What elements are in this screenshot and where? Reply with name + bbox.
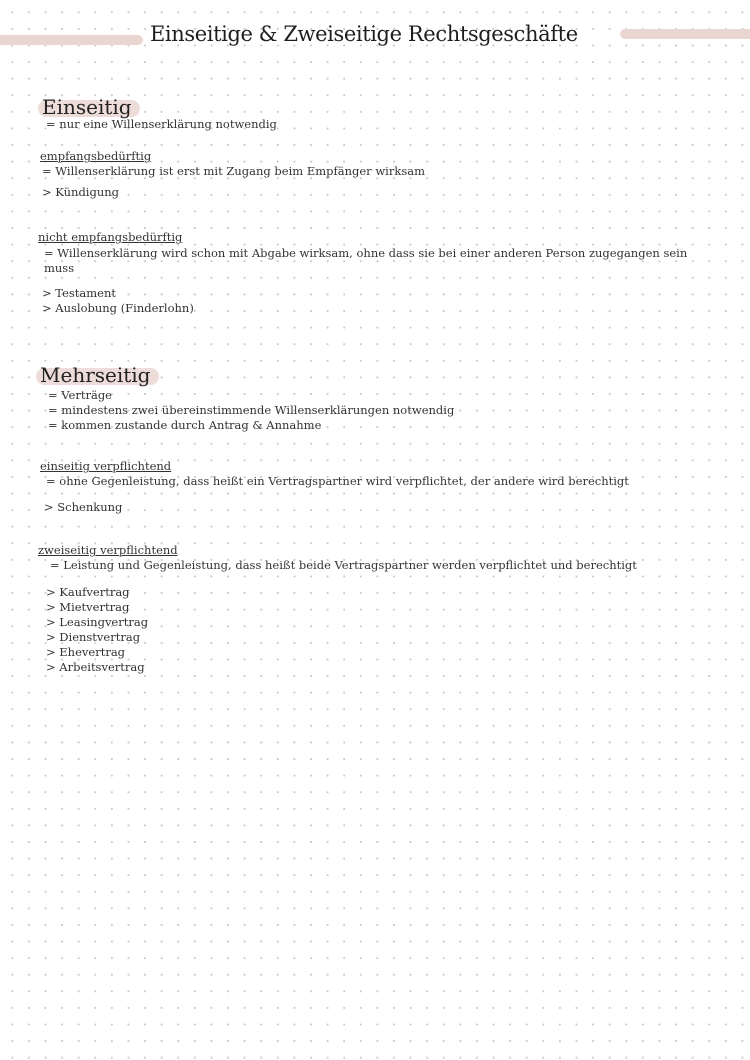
list-item: > Auslobung (Finderlohn) [42, 301, 194, 315]
subheading-empfangsbeduerftig: empfangsbedürftig [40, 149, 152, 163]
list-item: > Kaufvertrag [46, 585, 130, 599]
page-title: Einseitige & Zweiseitige Rechtsgeschäfte [150, 22, 578, 46]
einseitig-verpflichtend-definition: = ohne Gegenleistung, dass heißt ein Vertragspartner wird verpflichtet, der andere wird berechtigt [46, 474, 629, 488]
heading-einseitig: Einseitig [38, 95, 140, 119]
subheading-einseitig-verpflichtend: einseitig verpflichtend [40, 459, 172, 473]
heading-mehrseitig: Mehrseitig [36, 363, 159, 387]
subheading-zweiseitig-verpflichtend: zweiseitig verpflichtend [38, 543, 178, 557]
list-item: > Testament [42, 286, 116, 300]
mehrseitig-definition: = Verträge [48, 388, 112, 402]
einseitig-definition: = nur eine Willenserklärung notwendig [46, 117, 277, 131]
mehrseitig-definition: = kommen zustande durch Antrag & Annahme [48, 418, 322, 432]
nicht-empfangsbeduerftig-definition: = Willenserklärung wird schon mit Abgabe wirksam, ohne dass sie bei einer anderen Person zugegangen sein muss [44, 246, 688, 275]
list-item: > Dienstvertrag [46, 630, 141, 644]
title-area [0, 22, 750, 52]
list-item: > Mietvertrag [46, 600, 130, 614]
title-highlight-right [620, 29, 750, 39]
subheading-nicht-empfangsbeduerftig: nicht empfangsbedürftig [38, 230, 183, 244]
zweiseitig-verpflichtend-definition: = Leistung und Gegenleistung, dass heißt beide Vertragspartner werden verpflichtet und berechtigt [50, 558, 637, 572]
list-item: > Schenkung [44, 500, 123, 514]
list-item: > Arbeitsvertrag [46, 660, 145, 674]
mehrseitig-definition: = mindestens zwei übereinstimmende Willenserklärungen notwendig [48, 403, 455, 417]
list-item: > Leasingvertrag [46, 615, 149, 629]
title-highlight-left [0, 35, 143, 45]
empfangsbeduerftig-definition: = Willenserklärung ist erst mit Zugang beim Empfänger wirksam [42, 164, 425, 178]
list-item: > Ehevertrag [46, 645, 126, 659]
list-item: > Kündigung [42, 185, 120, 199]
